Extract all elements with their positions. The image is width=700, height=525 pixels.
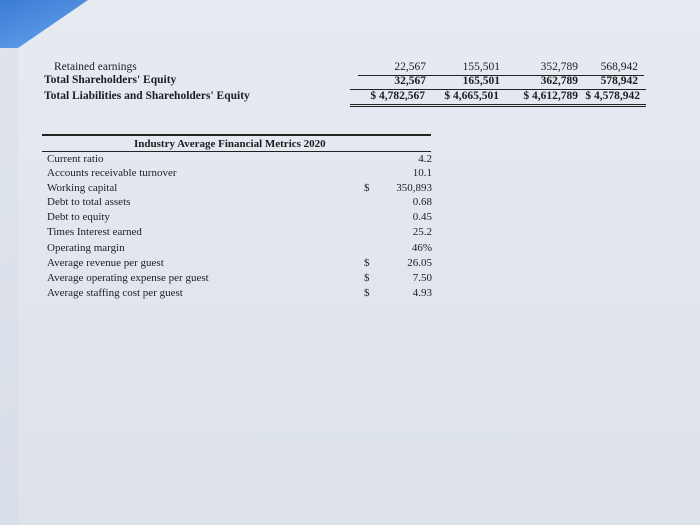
- total-liabilities-col1: $ 4,782,567: [370, 90, 425, 102]
- retained-earnings-col4: 568,942: [600, 61, 638, 73]
- metric-label: Operating margin: [47, 242, 125, 254]
- metrics-top-rule: [42, 134, 431, 136]
- metric-label: Times Interest earned: [47, 226, 142, 238]
- shareholders-equity-col4: 578,942: [600, 75, 638, 87]
- metric-value: 0.68: [412, 196, 432, 208]
- shareholders-equity-col2: 165,501: [462, 75, 500, 87]
- metric-label: Average operating expense per guest: [47, 272, 209, 284]
- metric-label: Average revenue per guest: [47, 257, 164, 269]
- metric-label: Working capital: [47, 182, 118, 194]
- shareholders-equity-col3: 362,789: [540, 75, 578, 87]
- metric-label: Debt to total assets: [47, 196, 131, 208]
- row-label-total-shareholders-equity: Total Shareholders' Equity: [44, 74, 177, 86]
- total-liabilities-col3: $ 4,612,789: [523, 90, 578, 102]
- metric-value: 46%: [411, 242, 432, 254]
- metric-dollar-sign: $: [364, 182, 370, 194]
- retained-earnings-col1: 22,567: [394, 61, 426, 73]
- metric-label: Average staffing cost per guest: [47, 287, 183, 299]
- metric-label: Debt to equity: [47, 211, 110, 223]
- shareholders-equity-col1: 32,567: [394, 75, 426, 87]
- metric-dollar-sign: $: [364, 272, 370, 284]
- retained-earnings-col3: 352,789: [540, 61, 578, 73]
- metric-label: Accounts receivable turnover: [47, 167, 177, 179]
- row-label-total-liabilities-equity: Total Liabilities and Shareholders' Equity: [44, 90, 250, 102]
- double-underline-top: [350, 104, 646, 105]
- metric-label: Current ratio: [47, 153, 104, 165]
- metric-value: 25.2: [412, 226, 432, 238]
- retained-earnings-col2: 155,501: [462, 61, 500, 73]
- total-liabilities-col4: $ 4,578,942: [585, 90, 640, 102]
- double-underline-bottom: [350, 106, 646, 107]
- metric-value: 7.50: [412, 272, 432, 284]
- metric-dollar-sign: $: [364, 287, 370, 299]
- metric-value: 4.93: [412, 287, 432, 299]
- metric-value: 0.45: [412, 211, 432, 223]
- metrics-title-rule: [42, 151, 431, 152]
- metrics-title: Industry Average Financial Metrics 2020: [134, 138, 326, 150]
- metric-value: 350,893: [396, 182, 432, 194]
- metric-value: 4.2: [418, 153, 432, 165]
- metric-value: 10.1: [412, 167, 432, 179]
- total-liabilities-col2: $ 4,665,501: [444, 90, 499, 102]
- metric-dollar-sign: $: [364, 257, 370, 269]
- row-label-retained-earnings: Retained earnings: [54, 61, 137, 73]
- metric-value: 26.05: [407, 257, 432, 269]
